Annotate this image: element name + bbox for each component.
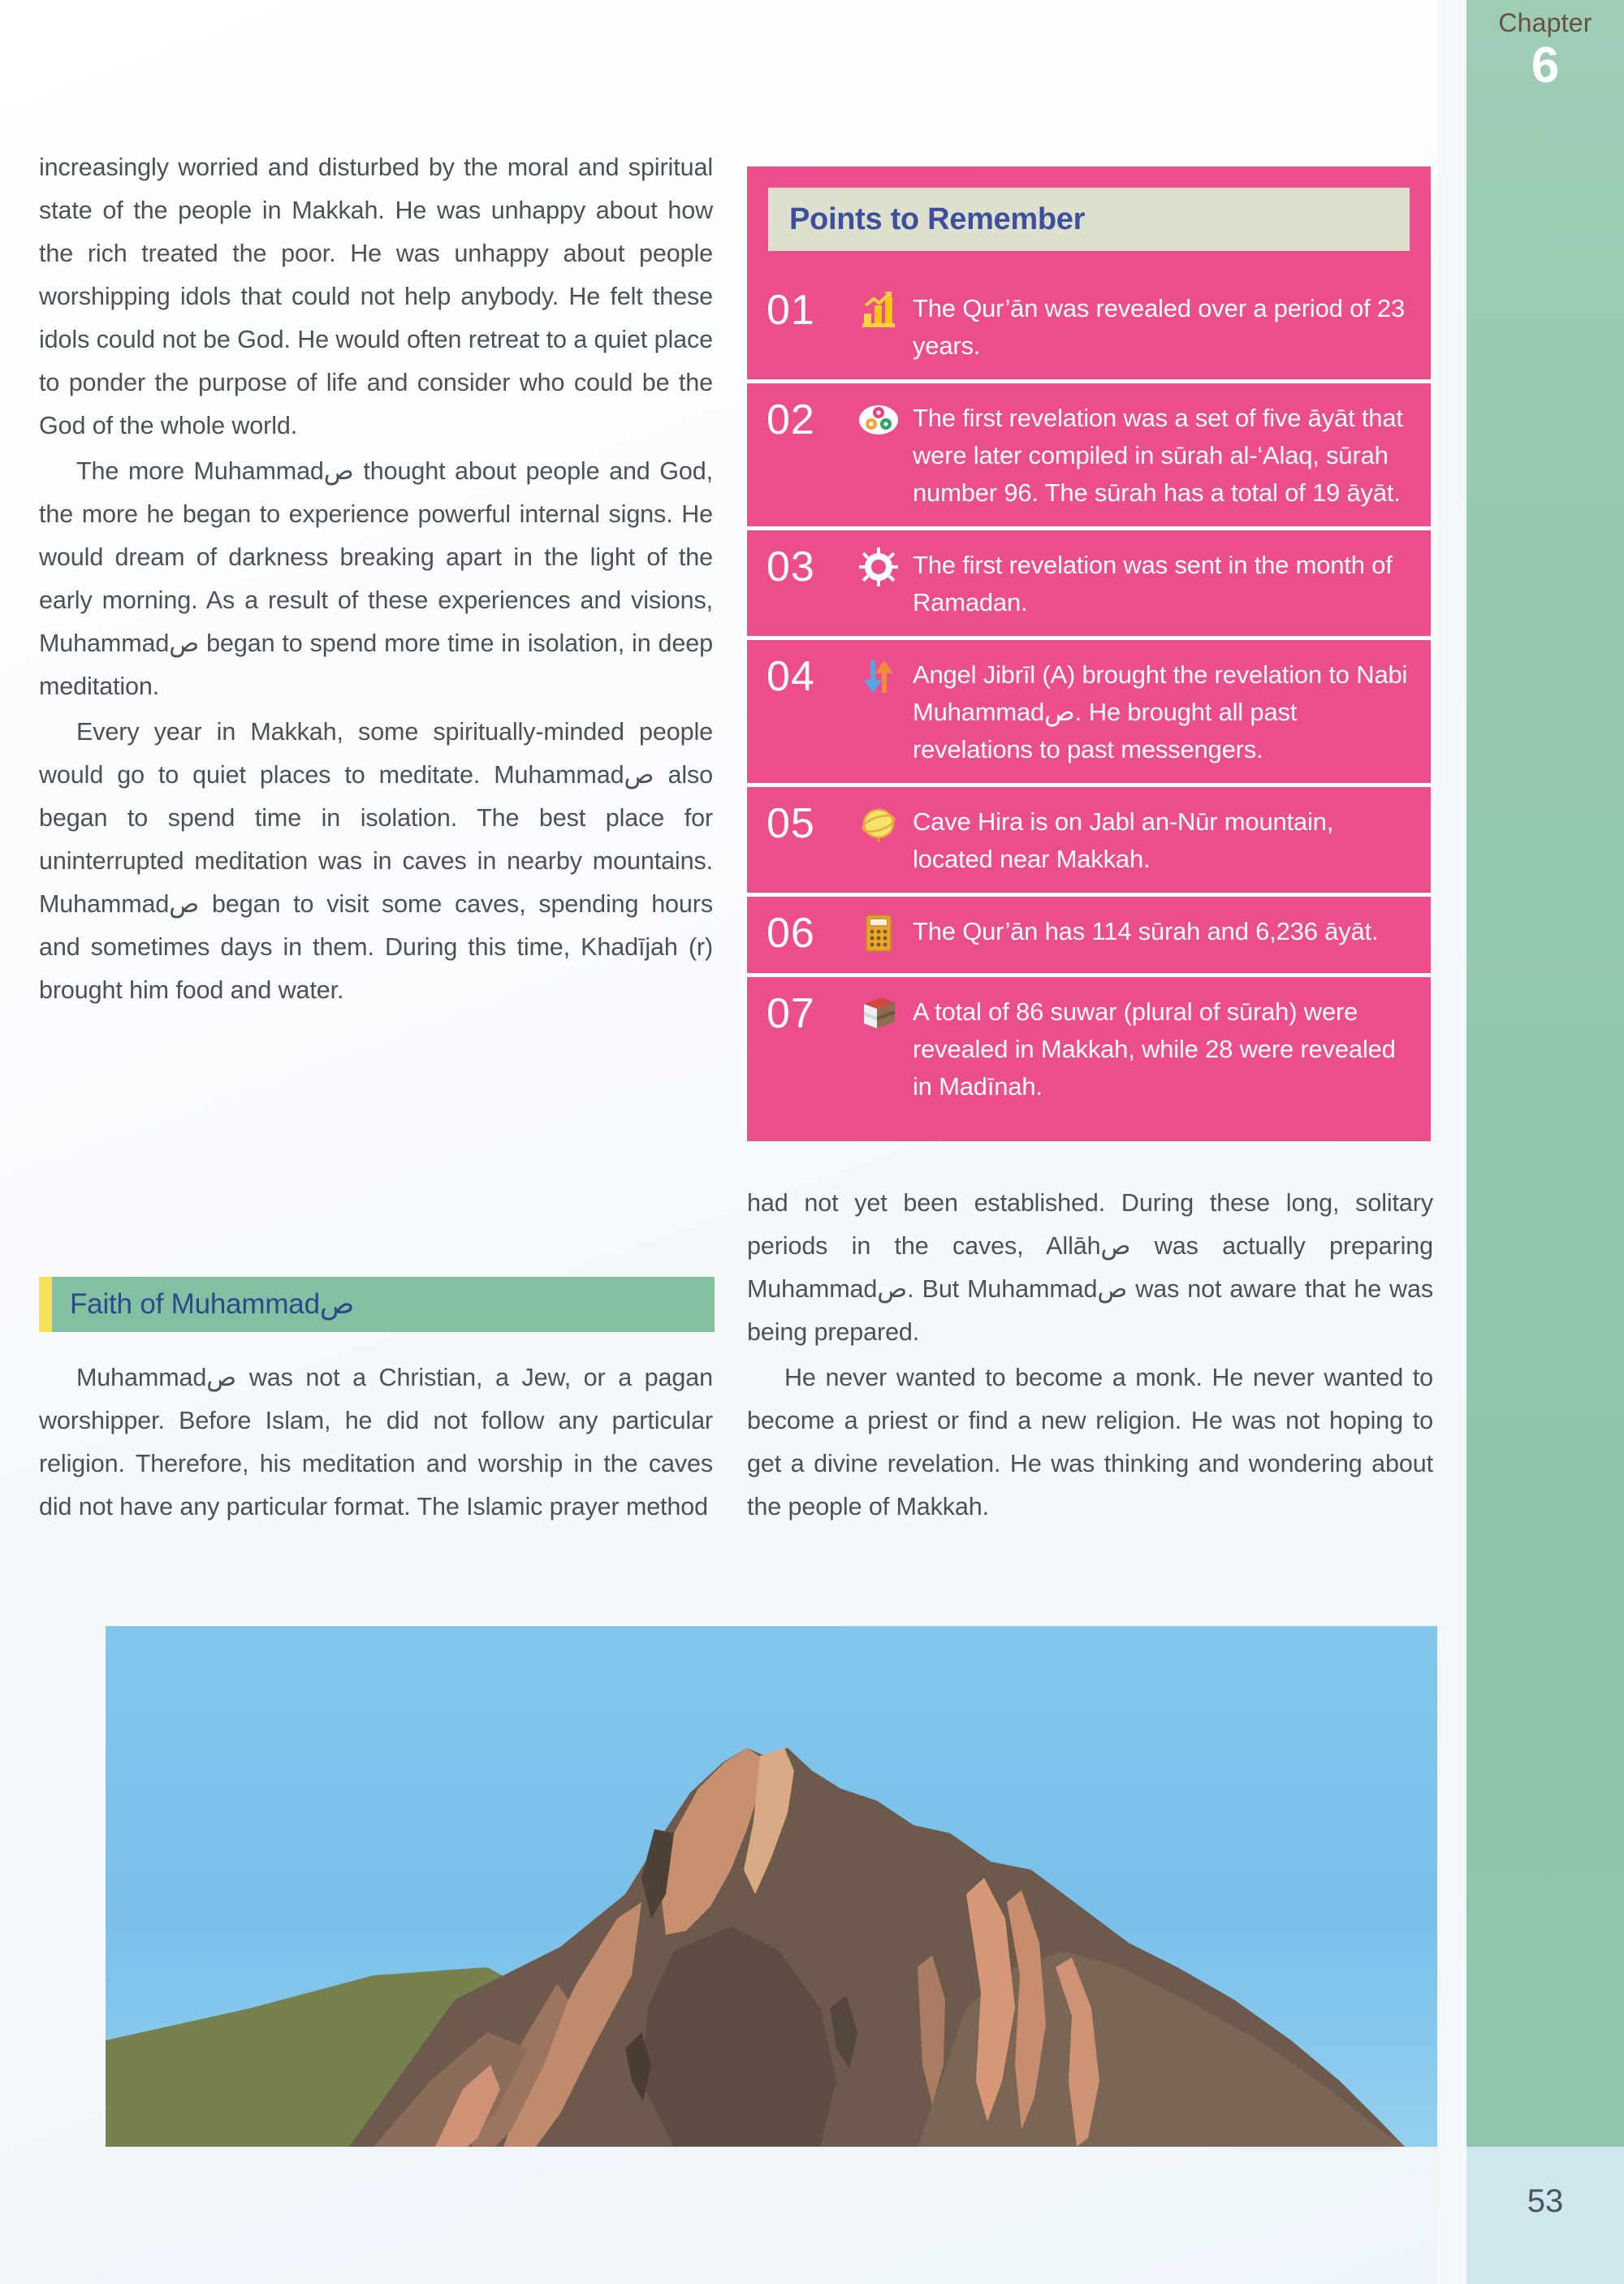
point-number: 06: [767, 910, 815, 957]
point-number: 07: [767, 990, 815, 1037]
body-column-left-top: [39, 146, 713, 1014]
point-text: The first revelation was sent in the month of Ramadan.: [913, 551, 1393, 616]
point-text: The Qur’ān was revealed over a period of 23 years.: [913, 294, 1406, 360]
section-heading: [39, 1277, 715, 1332]
chapter-side-band: [1466, 0, 1624, 2147]
points-list-item: [747, 897, 1431, 977]
chapter-number: 6: [1531, 37, 1560, 93]
paragraph: increasingly worried and disturbed by the moral and spiritual state of the people in Makkah. He was unhappy about how the rich treated the poor. He was unhappy about people worshipping idols that could not help anybody. He felt these idols could not be God. He would often retreat to a quiet place to ponder the purpose of life and consider who could be the God of the whole world.: [39, 154, 713, 439]
points-list: [747, 274, 1431, 1120]
point-text: The Qur’ān has 114 sūrah and 6,236 āyāt.: [913, 917, 1379, 945]
up-down-arrows-icon: [844, 651, 913, 702]
chapter-marker: [1466, 3, 1624, 125]
books-icon: [844, 988, 913, 1039]
point-text: The first revelation was a set of five āyāt that were later compiled in sūrah al-‘Alaq, sūrah number 96. The sūrah has a total of 19 āyāt.: [913, 404, 1403, 507]
points-box-header: [768, 188, 1410, 251]
globe-icon: [844, 798, 913, 849]
points-to-remember-box: [747, 167, 1431, 1141]
points-box-title: Points to Remember: [789, 201, 1086, 236]
paragraph: The more Muhammadص thought about people and God, the more he began to experience powerful internal signs. He would dream of darkness breaking apart in the light of the early morning. As a result of these experiences and visions, Muhammadص began to spend more time in isolation, in deep meditation.: [39, 457, 713, 700]
section-heading-accent: [39, 1277, 52, 1332]
points-list-item: [747, 640, 1431, 787]
point-text: Cave Hira is on Jabl an-Nūr mountain, located near Makkah.: [913, 807, 1334, 873]
gear-wheel-icon: [844, 542, 913, 592]
paragraph: had not yet been established. During these long, solitary periods in the caves, Allāhص was actually preparing Muhammadص. But Muhammadص was not aware that he was being prepared.: [747, 1189, 1433, 1346]
point-number: 03: [767, 543, 815, 590]
point-number: 02: [767, 396, 815, 443]
paragraph: Muhammadص was not a Christian, a Jew, or a pagan worshipper. Before Islam, he did not follow any particular religion. Therefore, his meditation and worship in the caves did not have any particular format. The Islamic prayer method: [39, 1364, 713, 1521]
points-list-item: [747, 530, 1431, 640]
mountain-illustration: [106, 1626, 1437, 2147]
gears-icon: [844, 395, 913, 445]
mountain-svg: [106, 1626, 1437, 2147]
points-list-item: [747, 787, 1431, 897]
body-column-right-bottom: [747, 1182, 1433, 1531]
point-number: 05: [767, 800, 815, 847]
paragraph: Every year in Makkah, some spiritually-minded people would go to quiet places to meditate. Muhammadص also began to spend time in isolation. The best place for uninterrupted meditation was in caves in nearby mountains. Muhammadص began to visit some caves, spending hours and sometimes days in them. During this time, Khadījah (r) brought him food and water.: [39, 718, 714, 1004]
point-text: Angel Jibrīl (A) brought the revelation to Nabi Muhammadص. He brought all past revelations to past messengers.: [913, 660, 1408, 763]
calculator-icon: [844, 908, 913, 958]
page-margin-strip: [1437, 0, 1466, 2284]
section-heading-text: Faith of Muhammadص: [70, 1288, 355, 1320]
points-list-item: [747, 274, 1431, 383]
points-list-item: [747, 383, 1431, 530]
page-number: 53: [1527, 2183, 1564, 2219]
section-heading-bar: [52, 1277, 715, 1332]
point-text: A total of 86 suwar (plural of sūrah) were revealed in Makkah, while 28 were revealed in Madīnah.: [913, 997, 1396, 1101]
points-list-item: [747, 977, 1431, 1120]
point-number: 01: [767, 287, 815, 334]
paragraph: He never wanted to become a monk. He never wanted to become a priest or find a new religion. He was not hoping to get a divine revelation. He was thinking and wondering about the people of Makkah.: [747, 1364, 1433, 1521]
point-number: 04: [767, 653, 815, 700]
body-column-left-mid: [39, 1356, 713, 1531]
chapter-label: Chapter: [1498, 8, 1592, 37]
bar-chart-icon: [844, 285, 913, 335]
